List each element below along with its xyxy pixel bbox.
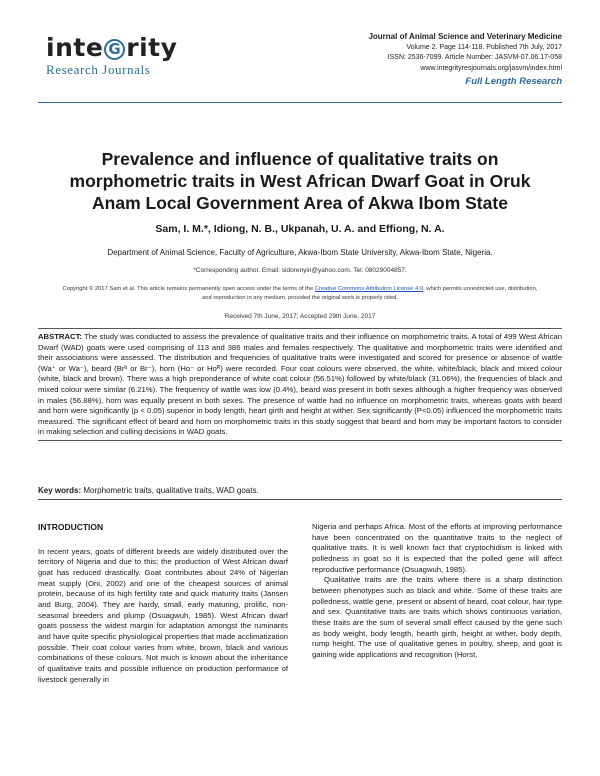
journal-volume: Volume 2. Page 114-118. Published 7th July, 2017 [406,43,562,51]
abstract-label: ABSTRACT: [38,332,82,341]
header-divider [38,102,562,103]
corresponding-author: *Corresponding author. Email: sidorenyin@yahoo.com. Tel: 08029004857. [193,267,407,274]
abstract-text: The study was conducted to assess the prevalence of qualitative traits and their influence on morphometric traits. A total of 499 West African Dwarf (WAD) goats were used comprising of 113 and 386 males and females respectively. The qualitative and morphometric traits were identified and their associations were assessed. The distribution and frequencies of qualitative traits were investigated and scored for presence or absence of wattle (Wa⁺ or Wa⁻), beard (Brᵇ or Br⁻), horn (Ho⁻ or Hoᴿ) were recorded. Four coat colours were observed, the white, white/black, black and mixed colour (white, black and brown). There was a high preponderance of white coat colour (56.51%) followed by white/black (31.06%), the frequencies of black and mixed colour were similar (6.21%). The frequency of wattle was low (0.4%), beard was present in both sexes although a higher frequency was observed in males (56.88%), horn was equally present in both sexes. The presence of wattle had no influence on morphometric traits, whereas goats with beard and horn were significantly (p < 0.05) superior in body length, heart girth and height at wither. Sex significantly (P<0.05) influenced the morphometric traits measured. The significant effect of beard and horn on morphometric traits in this study suggest that beard and horn may be important factors to consider in making selection and culling decisions in WAD goats. [38,332,562,437]
license-link[interactable]: Creative Commons Attribution License 4.0 [314,286,424,292]
abstract [38,328,562,441]
intro-paragraph-2: Qualitative traits are the traits where there is a sharp distinction between phenotypes such as black and white. Some of these traits are polledness, wattle gene, present or absent of beard, coat colour, hair type and sex. Quantitative traits are traits which shows continuous variation, these traits are the sum of several small effect caused by the gene such as body weight, body length, hearth girth, height at wither, body depth, rump height. The use of qualitative genes in poultry, sheep, and goat is gaining wide applications and recognition (Horst, [312,575,563,659]
journal-issn: ISSN: 2536-7099. Article Number: JASVM-07.06.17-058 [387,54,562,61]
logo-subtitle: Research Journals [46,62,151,77]
keywords-text: Morphometric traits, qualitative traits, WAD goats. [81,486,259,495]
intro-paragraph-1: In recent years, goats of different breeds are widely distributed over the territory of Nigeria and due to this; the production of West African dwarf goat has reduced drastically. Goat contributes about 24% of Nigerian meat supply (Oni, 2002) and one of the cheapest sources of animal protein, because of its high fertility rate and quick maturity traits (Jansen and Burg, 2004). They are hardy, small, early maturing, prolific, non-seasonal breeders and plump (Osuagwuh, 1985). West African dwarf goats possess the widest margin for adaptation amongst the ruminants and have quite specific physiological properties that made acclimatization possible. Their coat colour varies from white, brown, black and various combinations of these colours. Not much is known about the inheritance of qualitative traits and possible influence on production performance of livestock generally in [38,546,288,684]
authors: Sam, I. M.*, Idiong, N. B., Ukpanah, U. A. and Effiong, N. A. [155,223,445,235]
left-column [38,522,288,685]
logo-g-mark: G [104,39,125,60]
section-heading-introduction: INTRODUCTION [38,522,104,532]
publisher-logo [46,35,186,78]
right-column [312,522,562,661]
journal-name: Journal of Animal Science and Veterinary Medicine [368,32,562,41]
affiliation: Department of Animal Science, Faculty of Agriculture, Akwa-Ibom State University, Akwa-Ibom State, Nigeria. [107,248,493,257]
intro-paragraph-1-continued: Nigeria and perhaps Africa. Most of the efforts at improving performance have been concentrated on the quantitative traits to the neglect of qualitative traits. It is well known fact that cryptochidism is linked with polledness in goat so it is expected that the polled gene will affect reproductive performance (Osuagwuh, 1985). [312,522,562,574]
logo-wordmark: inte G rity [46,33,178,62]
paper-title: Prevalence and influence of qualitative traits on morphometric traits in West African Dwarf Goat in Oruk Anam Local Government Area of Akwa Ibom State [69,149,531,213]
journal-url[interactable]: www.integrityresjournals.org/jasvm/index.html [420,64,562,72]
article-type: Full Length Research [465,76,562,87]
keywords-label: Key words: [38,486,82,495]
journal-info [262,32,562,88]
copyright-notice: Copyright © 2017 Sam et al. This article remains permanently open access under the terms of the Creative Commons Attribution License 4.0, which permits unrestricted use, distribution, and reproduction in any medium, provided the original work is properly cited. [62,286,538,301]
received-dates: Received 7th June, 2017; Accepted 29th June, 2017 [224,313,376,320]
keywords [38,486,562,500]
